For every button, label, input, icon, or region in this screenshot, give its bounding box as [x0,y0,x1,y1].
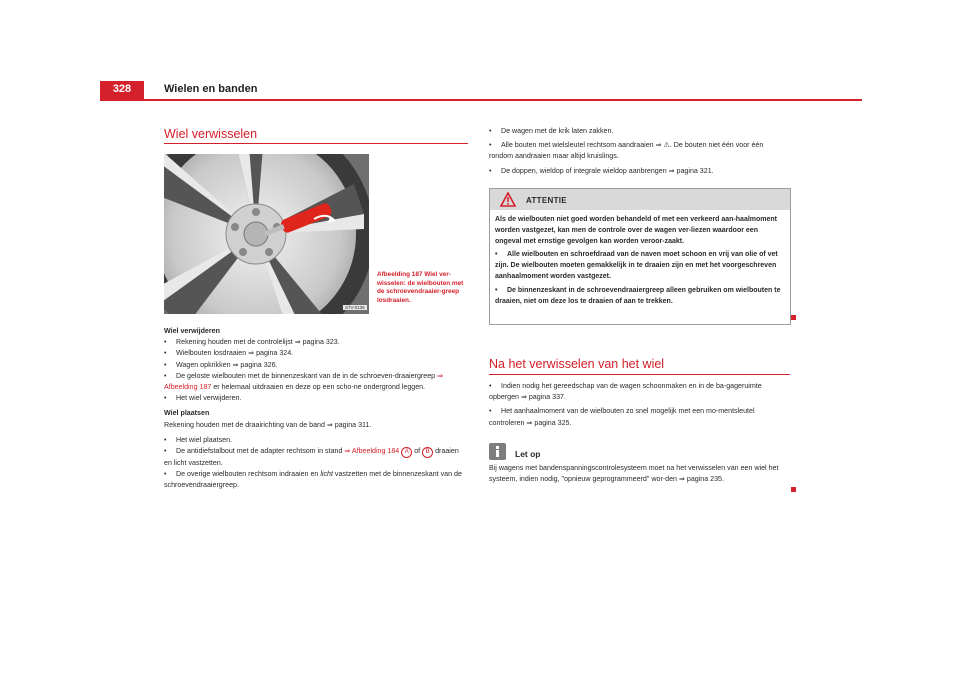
figure-code: S7V-0136 [345,305,365,310]
list-item: • De antidiefstalbout met de adapter rechtsom in stand ⇒ Afbeelding 184 A of B draaien en licht vastzetten. [164,447,459,468]
chapter-title: Wielen en banden [164,83,258,95]
bullet-icon: • [489,127,492,135]
warning-paragraph: Als de wielbouten niet goed worden behandeld of met een verkeerd aan-haalmoment worden vastgezet, kan men de controle over de wagen ver-liezen waardoor een ongeval met ernstige gevolgen kan worden veroor-zaakt. [495,216,777,246]
list-item: • Wielbouten losdraaien ⇒ pagina 324. [164,348,468,359]
list-item: • Alle wielbouten en schroefdraad van de naven moet schoon en vrij van olie of vet zijn. De wielbouten moeten gemakkelijk in te draaien zijn en met het voorgeschreven aanhaalmoment worden vastgezet. [495,251,778,281]
bullet-icon: • [164,371,167,380]
list-item: • Rekening houden met de controlelijst ⇒ pagina 323. [164,337,468,348]
end-mark [791,315,796,320]
list-item: • Het aanhaalmoment van de wielbouten zo snel mogelijk met een mo-mentsleutel controleren ⇒ pagina 325. [489,407,755,427]
install-intro: Rekening houden met de draairichting van de band ⇒ pagina 311. [164,420,372,429]
bullet-icon: • [489,382,492,390]
subheading-wiel-plaatsen: Wiel plaatsen [164,409,210,418]
right-column-top [489,126,789,177]
wheel-figure [164,154,369,314]
list-item: • De doppen, wieldop of integrale wieldop aanbrengen ⇒ pagina 321. [489,166,789,177]
note-body: Bij wagens met bandenspanningscontrolesysteem moet na het verwisselen van een wiel het systeem, indien nodig, "opnieuw geprogrammeerd" wor-den ⇒ pagina 235. [489,464,779,484]
note-icon [489,443,506,460]
page-number: 328 [112,83,132,95]
list-item: • Het wiel plaatsen. [164,435,468,446]
bullet-icon: • [495,251,498,259]
bullet-icon: • [164,349,167,358]
figure-link[interactable]: ⇒ Afbeelding 187 [164,371,444,392]
marker-a-icon: A [401,447,412,458]
section-title-wiel-verwisselen: Wiel verwisselen [164,127,258,141]
note-title: Let op [515,449,541,459]
info-icon [489,443,506,460]
list-item: • Indien nodig het gereedschap van de wagen schoonmaken en in de ba-gageruimte opbergen ⇒ pagina 337. [489,382,762,402]
warning-title: ATTENTIE [526,196,567,205]
warning-triangle-icon [500,192,516,207]
bullet-icon: • [489,407,492,416]
list-item: • Wagen opkrikken ⇒ pagina 326. [164,360,468,371]
list-item: • Het wiel verwijderen. [164,393,468,404]
section-rule [164,143,468,144]
bullet-icon: • [164,338,167,347]
right-column-bottom [489,381,789,429]
figure-caption: Afbeelding 187 Wiel ver-wisselen: de wielbouten met de schroevendraaier-greep losdraaien. [377,271,464,304]
marker-b-icon: B [422,447,433,458]
wheel-illustration [164,154,369,314]
bullet-icon: • [495,286,498,294]
list-item: • De geloste wielbouten met de binnenzeskant van de in de schroeven-draaiergreep ⇒ Afbeelding 187 er helemaal uitdraaien en deze op een scho-ne ondergrond leggen. [164,371,444,392]
bullet-icon: • [164,435,167,444]
bullet-icon: • [164,470,167,479]
bullet-icon: • [164,394,167,403]
section-title-na-het-verwisselen: Na het verwisselen van het wiel [489,357,665,371]
end-mark [791,487,796,492]
list-item: • De binnenzeskant in de schroevendraaiergreep alleen gebruiken om wielbouten te draaien, niet om deze los te draaien of aan te trekken. [495,286,781,305]
list-item: • De overige wielbouten rechtsom indraaien en licht vastzetten met de binnenzeskant van de schroevendraaiergreep. [164,470,462,490]
warning-box [489,188,791,325]
bullet-icon: • [164,447,167,456]
warning-body [495,214,783,307]
list-item: • De wagen met de krik laten zakken. [489,126,789,137]
list-item: • Alle bouten met wielsleutel rechtsom aandraaien ⇒ ⚠. De bouten niet één voor één rondom aandraaien maar altijd kruislings. [489,141,764,161]
figure-link[interactable]: ⇒ Afbeelding 184 [344,447,400,456]
bullet-icon: • [489,166,492,175]
bullet-icon: • [164,360,167,369]
section-rule [489,374,790,375]
header-rule [100,99,862,101]
bullet-icon: • [489,141,492,150]
left-column [164,326,468,492]
subheading-wiel-verwijderen: Wiel verwijderen [164,327,220,335]
